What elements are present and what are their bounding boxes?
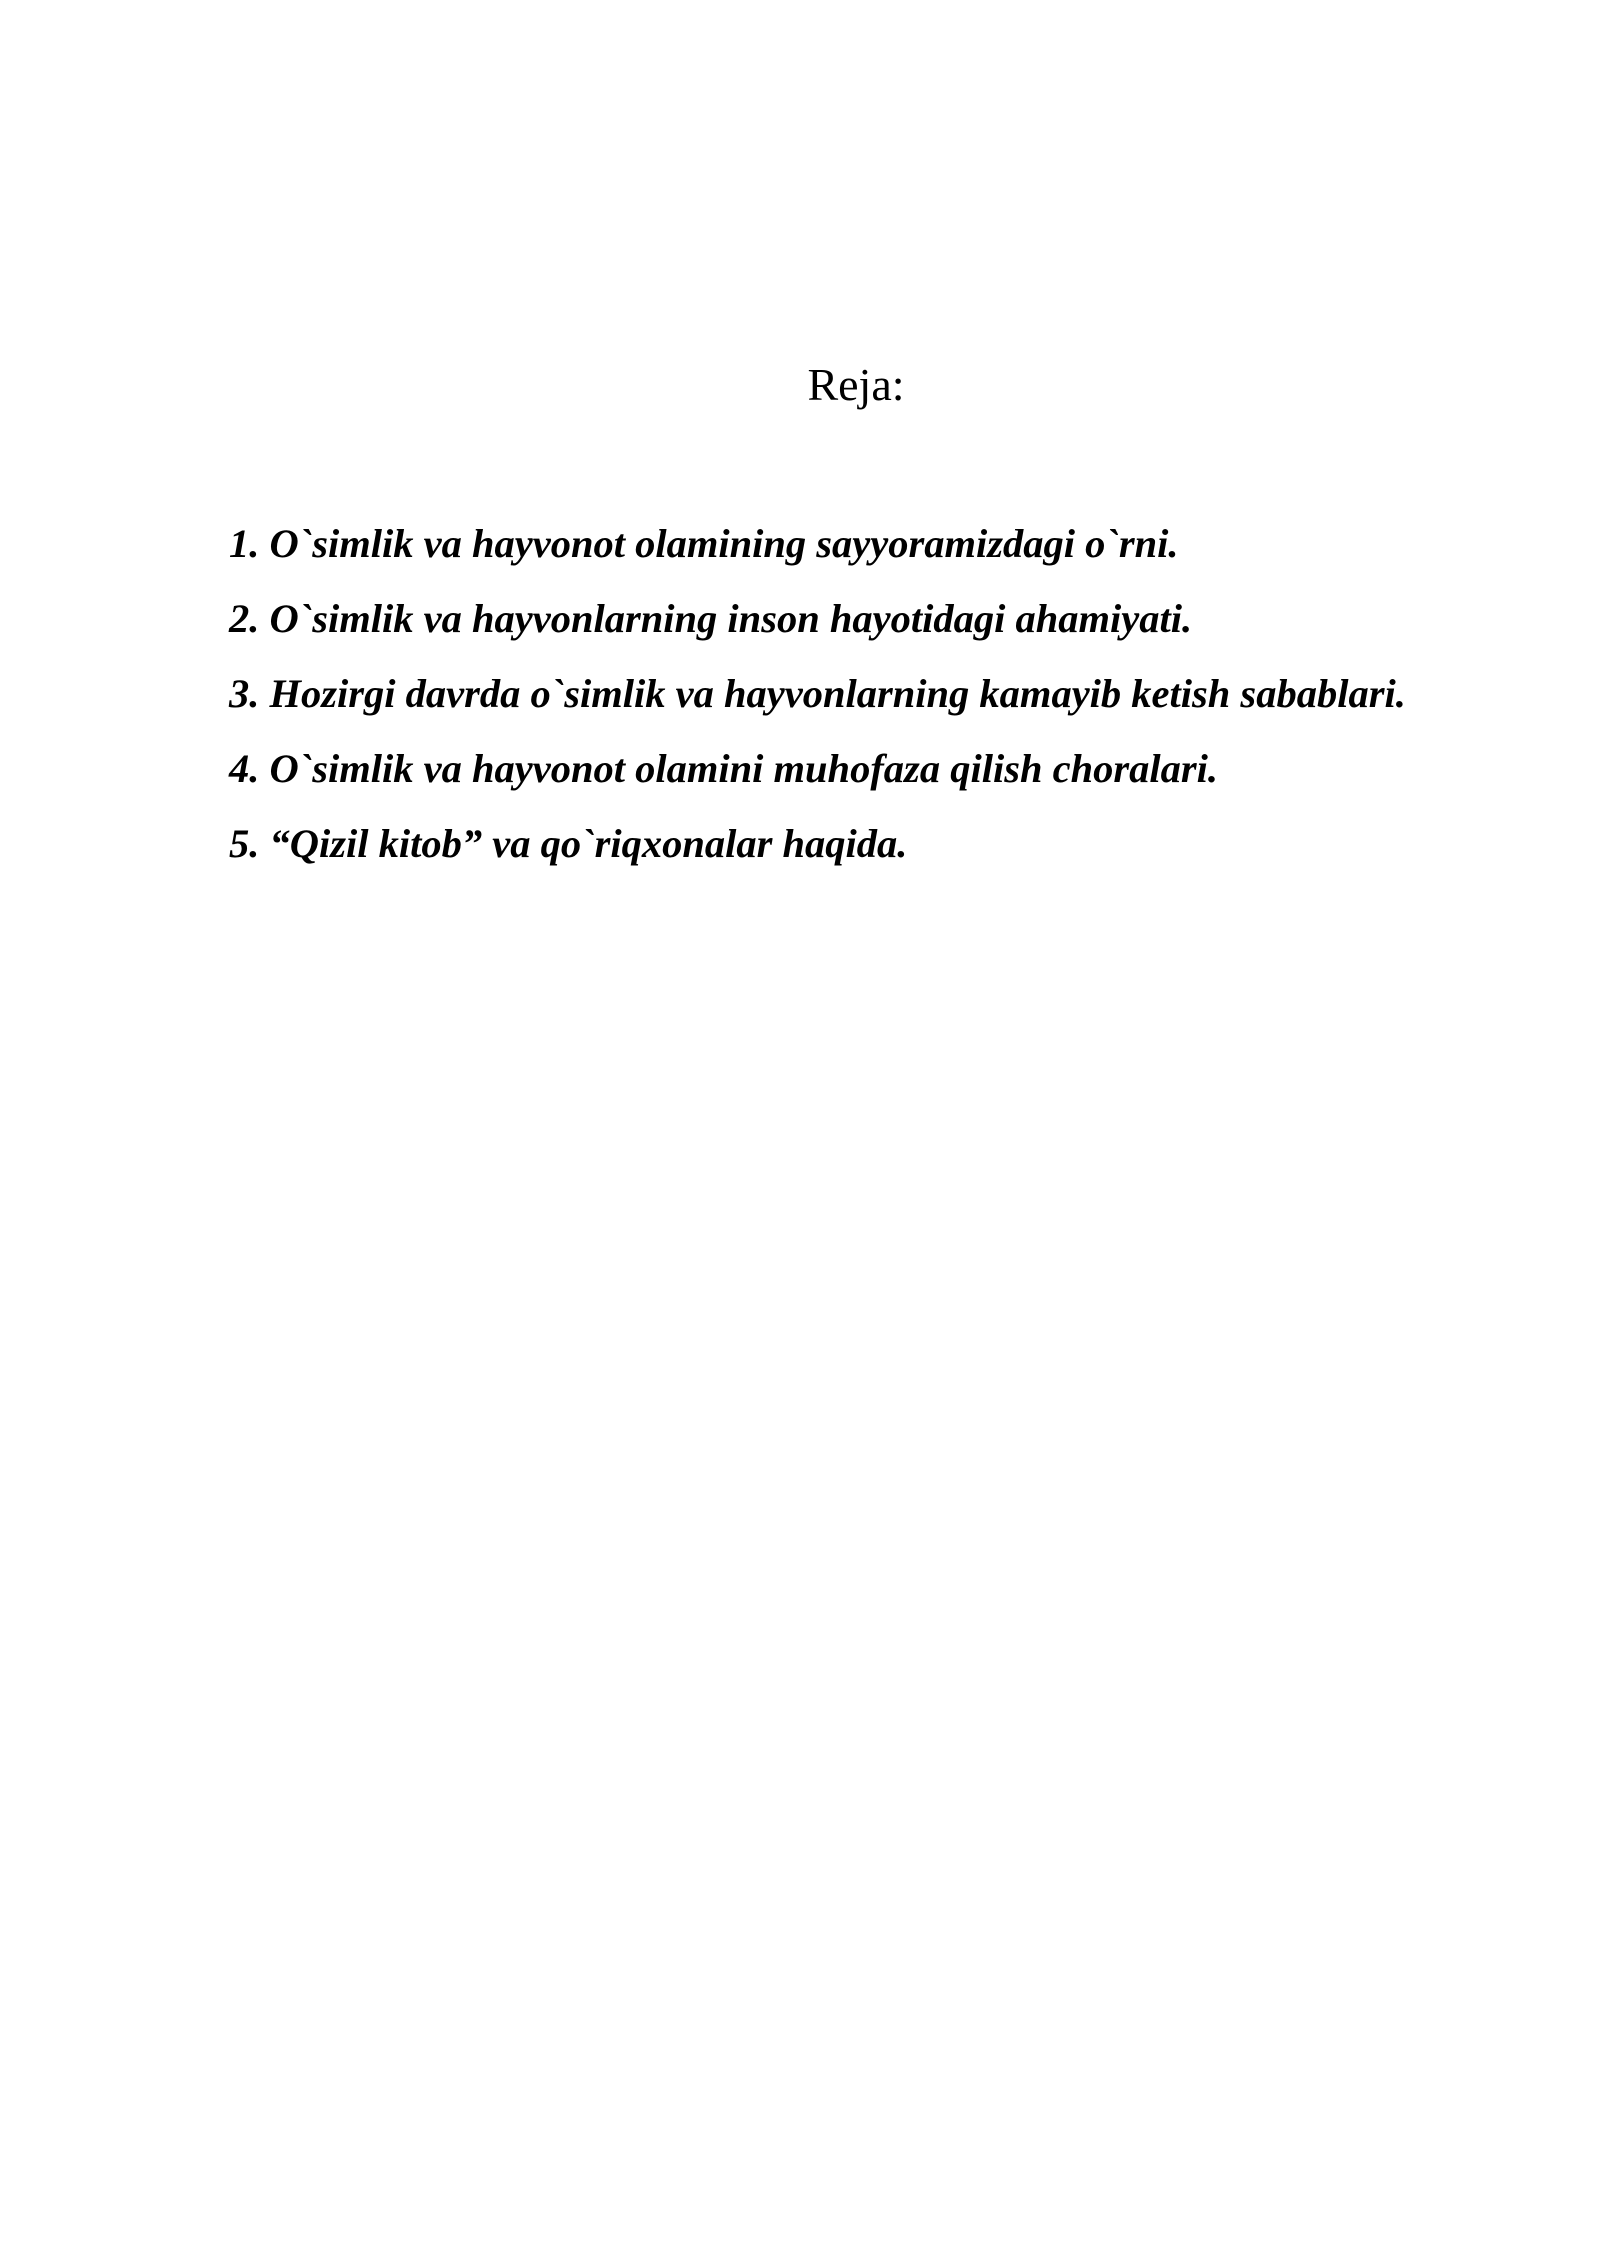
- plan-item-4: 4. O`simlik va hayvonot olamini muhofaza qilish choralari.: [229, 746, 1219, 791]
- page-title: Reja:: [807, 359, 905, 410]
- plan-list: [229, 506, 1406, 881]
- plan-item-5: 5. “Qizil kitob” va qo`riqxonalar haqida.: [229, 821, 908, 866]
- plan-item-3: 3. Hozirgi davrda o`simlik va hayvonlarning kamayib ketish sabablari.: [229, 671, 1406, 716]
- plan-item-2: 2. O`simlik va hayvonlarning inson hayotidagi ahamiyati.: [229, 596, 1193, 641]
- plan-item-1: 1. O`simlik va hayvonot olamining sayyoramizdagi o`rni.: [229, 521, 1179, 566]
